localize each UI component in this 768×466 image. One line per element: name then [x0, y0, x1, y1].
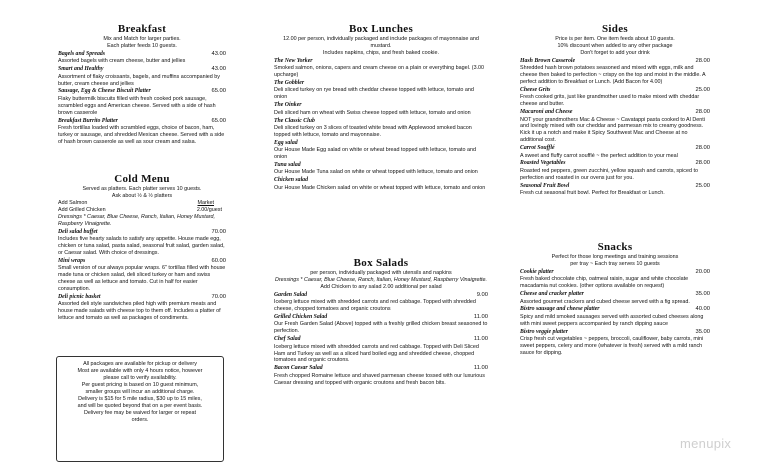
menu-item-price: 25.00: [695, 182, 710, 189]
menu-item-description: Our Fresh Garden Salad (Above) topped with a freshly grilled chicken breast seasoned to perfection.: [274, 321, 488, 335]
menu-item-price: 60.00: [211, 257, 226, 264]
menu-item-name-row: [274, 102, 488, 109]
menu-item-name-row: [520, 109, 710, 116]
menu-item-description: Shredded hash brown potatoes seasoned and mixed with eggs, milk and cheese then baked to perfection ~ crispy on the top and moist in the middle. A perfect addition to Breakfast or Lunch. (Add Bacon for 4.00): [520, 65, 706, 86]
menu-item-price: 28.00: [695, 57, 710, 64]
menu-item-description: Fresh chopped Romaine lettuce and shaved parmesan cheese tossed with our luxurious Caesar dressing and topped with organic croutons and fresh bacon bits.: [274, 372, 485, 386]
menu-item-price: 25.00: [695, 86, 710, 93]
menu-item-description: Our House Made Egg salad on white or wheat bread topped with lettuce, tomato and onion: [274, 147, 476, 161]
menu-item-description: Fresh baked chocolate chip, oatmeal raisin, sugar and white chocolate macadamia nut cookies. (other options available on request): [520, 276, 689, 290]
salads-section: [274, 256, 488, 388]
menu-item-description: Roasted red peppers, green zucchini, yellow squash and carrots, spiced to perfection and roasted in our ovens just for you.: [520, 167, 698, 181]
menu-item-name: Bistro sausage and cheese platter: [520, 306, 600, 313]
cold-items: [58, 229, 226, 322]
menu-item-name-row: [274, 162, 488, 169]
menu-item-name-row: [520, 145, 710, 152]
menu-item-price: 43.00: [211, 50, 226, 57]
lunch-intro-2: Includes napkins, chips, and fresh baked cookie.: [323, 49, 439, 56]
menu-item-price: 40.00: [695, 306, 710, 313]
addon-salmon-name: Add Salmon: [58, 199, 88, 206]
menu-item-name-row: [274, 80, 488, 87]
menu-item-description: Smoked salmon, onions, capers and cream cheese on a plain or everything bagel. (3.00 upcharge): [274, 65, 485, 79]
menu-item-price: 20.00: [695, 268, 710, 275]
menu-item-name-row: [58, 258, 226, 265]
menu-item-name-row: [274, 140, 488, 147]
menu-item-description: Deli sliced turkey on 3 slices of toasted white bread with Applewood smoked bacon topped with lettuce, tomato and mayonnaise.: [274, 124, 472, 138]
cold-dressings: Dressings * Caesar, Blue Cheese, Ranch, Italian, Honey Mustard, Raspberry Vinaigrette.: [58, 213, 216, 227]
sides-intro-3: Don't forget to add your drink: [580, 49, 650, 56]
cold-section: [58, 172, 226, 323]
lunch-section: [274, 22, 488, 193]
sides-items: [520, 58, 710, 197]
lunch-title: Box Lunches: [348, 23, 414, 35]
menu-item-name-row: [520, 291, 710, 298]
cold-intro-2: Ask about ½ & ½ platters: [111, 192, 173, 199]
menu-item-name: Hash Brown Casserole: [520, 57, 576, 64]
menu-item-name-row: [58, 294, 226, 301]
addon-chicken-name: Add Grilled Chicken: [58, 206, 106, 213]
menu-item-description: Fresh cooked grits, just like grandmother used to make mixed with cheddar cheese and butter.: [520, 94, 700, 108]
lunch-items: [274, 58, 488, 192]
menu-item-price: 43.00: [211, 66, 226, 73]
addon-chicken: [58, 207, 226, 214]
menu-item-name: Bagels and Spreads: [58, 50, 106, 57]
menu-item-name: Deli salad buffet: [58, 228, 98, 235]
menu-item-price: 11.00: [473, 336, 488, 343]
cold-intro-1: Served as platters. Each platter serves 10 guests.: [82, 186, 202, 193]
addon-chicken-price: 2.00/guest: [196, 206, 222, 213]
snack-items: [520, 269, 710, 357]
menu-item-name: The Classic Club: [274, 117, 315, 124]
menu-item-description: Fresh cut seasonal fruit bowl. Perfect for Breakfast or Lunch.: [520, 190, 665, 197]
menu-item-name-row: [274, 336, 488, 343]
menu-item-description: Our House Made Chicken salad on white or wheat topped with lettuce, tomato and onion: [274, 184, 486, 191]
salads-title: Box Salads: [353, 257, 409, 269]
menu-item-description: Assorted deli style sandwiches piled high with premium meats and house made salads with cheese top to them off. Includes a platter of lettuce and tomato as well as packages of condiments.: [58, 301, 221, 321]
snacks-intro-2: per tray ~ Each tray serves 10 guests: [570, 260, 660, 267]
menu-item-price: 28.00: [695, 109, 710, 116]
sides-intro-1: Price is per item. One item feeds about 10 guests.: [555, 36, 675, 43]
info-line: All packages are available for pickup or delivery: [83, 361, 197, 367]
menu-item-description: Deli sliced ham on wheat with Swiss cheese topped with lettuce, tomato and onion: [274, 109, 471, 116]
menu-item-description: Crisp fresh cut vegetables ~ peppers, broccoli, cauliflower, baby carrots, mini sweet peppers, celery and more (whatever is fresh) served with a mild ranch sauce for dipping.: [520, 336, 704, 356]
menu-item-name-row: [520, 306, 710, 313]
menu-item-name-row: [520, 269, 710, 276]
watermark: menupix: [680, 436, 732, 451]
lunch-intro-1: 12.00 per person, individually packaged and include packages of mayonnaise and mustard.: [283, 36, 479, 49]
breakfast-intro-2: Each platter feeds 10 guests.: [107, 42, 177, 49]
menu-item-description: Includes five hearty salads to satisfy any appetite. House made egg, chicken or tuna salad, pasta salad, seasonal fruit salad, garden salad, or Caesar salad. With choice of dressings.: [58, 235, 225, 256]
menu-item-description: NOT your grandmothers Mac & Cheese ~ Cavatappi pasta cooked to Al Denti and lovingly mixed with our cheddar and parmesan mix to creamy goodness. Kick it up a notch and make it Spicy Southwest Mac and Cheese at no additional cost.: [520, 116, 705, 144]
menu-item-name: Cheese Grits: [520, 86, 551, 93]
salads-intro-2: Add Chicken to any salad 2.00 additional per salad: [320, 283, 442, 290]
info-line: Per guest pricing is based on 10 guest minimum,: [81, 382, 199, 389]
addon-salmon-price: Market: [197, 199, 214, 206]
menu-item-name: Macaroni and Cheese: [520, 109, 573, 116]
menu-item-description: Iceberg lettuce mixed with shredded carrots and red cabbage. Topped with shredded cheese, chopped tomatoes and organic croutons: [274, 299, 476, 313]
sides-title: Sides: [602, 23, 628, 35]
menu-item-price: 65.00: [211, 88, 226, 95]
menu-item-name: Cheese and cracker platter: [520, 291, 584, 298]
info-line: and will be quoted beyond that on a per event basis.: [77, 403, 203, 410]
snacks-intro-1: Perfect for those long meetings and training sessions: [551, 254, 679, 261]
menu-item-name-row: [520, 160, 710, 167]
cold-title: Cold Menu: [114, 173, 170, 185]
menu-item-name-row: [274, 118, 488, 125]
menu-item-name: The Gobbler: [274, 80, 305, 87]
menu-item-name: Chef Salad: [274, 336, 301, 343]
menu-item-price: 28.00: [695, 145, 710, 152]
menu-item-name: The Oinker: [274, 102, 302, 109]
info-line: Delivery is $15 for 5 mile radius, $30 up to 15 miles,: [78, 396, 202, 403]
menu-item-name-row: [58, 51, 226, 58]
breakfast-intro-1: Mix and Match for larger parties.: [103, 36, 181, 43]
menu-item-name: Breakfast Burrito Platter: [58, 117, 118, 124]
menu-item-name-row: [274, 365, 488, 372]
menu-item-price: 70.00: [211, 228, 226, 235]
menu-item-name: Garden Salad: [274, 291, 308, 298]
salads-intro-1: per person, individually packaged with utensils and napkins: [310, 270, 452, 277]
menu-item-description: Iceberg lettuce mixed with shredded carrots and red cabbage. Topped with Deli Sliced Ham and Turkey as well as a sliced hard boiled egg and shredded cheese, chopped tomatoes and organic croutons.: [274, 343, 479, 364]
menu-item-name-row: [274, 292, 488, 299]
menu-item-name: Tuna salad: [274, 161, 301, 168]
menu-item-description: Spicy and mild smoked sausages served with assorted cubed cheeses along with mini sweet peppers accompanied by ranch dipping sauce: [520, 313, 704, 327]
menu-item-name: Grilled Chicken Salad: [274, 314, 328, 321]
menu-item-description: Our House Made Tuna salad on white or wheat topped with lettuce, tomato and onion: [274, 169, 478, 176]
info-line: Most are available with only 4 hours notice, however: [77, 368, 203, 375]
menu-item-name: Seasonal Fruit Bowl: [520, 182, 570, 189]
breakfast-section: [58, 22, 226, 147]
snacks-title: Snacks: [597, 241, 633, 253]
info-line: smaller groups will incur an additional charge.: [85, 389, 195, 396]
menu-item-description: Assortment of flaky croissants, bagels, and muffins accompanied by butter, cream cheese and jellies: [58, 73, 220, 87]
menu-item-price: 70.00: [211, 293, 226, 300]
menu-item-name-row: [520, 58, 710, 65]
menu-item-description: Small version of our always popular wraps. 6" tortillas filled with house made tuna or chicken salad, deli sliced turkey or ham and swiss cheese as well as lettuce and tomato. Cut in half for easier consumption.: [58, 265, 226, 292]
sides-section: [520, 22, 710, 198]
salad-items: [274, 292, 488, 387]
menu-item-name: Bacon Caesar Salad: [274, 365, 323, 372]
menu-item-name-row: [274, 177, 488, 184]
menu-item-name-row: [274, 314, 488, 321]
menu-item-name: The New Yorker: [274, 57, 313, 64]
menu-item-name-row: [520, 183, 710, 190]
menu-item-price: 9.00: [476, 291, 488, 298]
addon-salmon: [58, 200, 226, 207]
menu-item-name: Bistro veggie platter: [520, 328, 568, 335]
menu-item-name-row: [58, 88, 226, 95]
menu-item-name-row: [520, 329, 710, 336]
info-box: [56, 356, 224, 462]
menu-item-price: 35.00: [695, 291, 710, 298]
info-line: orders.: [131, 417, 149, 424]
snacks-section: [520, 240, 710, 358]
menu-item-name: Smart and Healthy: [58, 66, 104, 73]
menu-item-name: Cookie platter: [520, 268, 554, 275]
menu-item-name: Egg salad: [274, 139, 298, 146]
menu-item-description: Flaky buttermilk biscuits filled with fresh cooked pork sausage, scrambled eggs and American cheese. Served with a side of hash brown casserole: [58, 95, 216, 116]
menu-item-price: 28.00: [695, 160, 710, 167]
menu-item-description: Deli sliced turkey on rye bread with cheddar cheese topped with lettuce, tomato and onion: [274, 87, 474, 101]
menu-item-price: 65.00: [211, 117, 226, 124]
menu-item-price: 11.00: [473, 314, 488, 321]
info-line: Delivery fee may be waived for larger or repeat: [83, 410, 197, 417]
menu-item-description: A sweet and fluffy carrot soufflé ~ the perfect addition to your meal: [520, 152, 678, 159]
menu-item-name-row: [58, 118, 226, 125]
menu-item-description: Fresh tortillas loaded with scrambled eggs, choice of bacon, ham, turkey or sausage, and shredded Mexican cheese. Served with a side of hash brown casserole as well as sour cream and salsa.: [58, 124, 225, 145]
info-lines: [60, 361, 220, 424]
menu-item-name: Carrot Soufflé: [520, 145, 555, 152]
menu-item-name: Deli picnic basket: [58, 293, 101, 300]
breakfast-items: [58, 51, 226, 146]
menu-item-price: 35.00: [695, 328, 710, 335]
menu-item-description: Assorted gourmet crackers and cubed cheese served with a fig spread.: [520, 298, 690, 305]
menu-item-name-row: [58, 66, 226, 73]
breakfast-title: Breakfast: [117, 23, 167, 35]
menu-item-name-row: [58, 229, 226, 236]
menu-item-name: Sausage, Egg & Cheese Biscuit Platter: [58, 88, 151, 95]
menu-item-name: Chicken salad: [274, 177, 308, 184]
salads-dressings: Dressings * Caesar, Blue Cheese, Ranch, Italian, Honey Mustard, Raspberry Vinaigrette.: [274, 276, 488, 283]
menu-item-name: Roasted Vegetables: [520, 160, 566, 167]
menu-item-price: 11.00: [473, 365, 488, 372]
menu-item-description: Assorted bagels with cream cheese, butter and jellies: [58, 58, 186, 65]
menu-item-name-row: [520, 87, 710, 94]
menu-item-name-row: [274, 58, 488, 65]
menu-item-name: Mini wraps: [58, 257, 86, 264]
info-line: please call to verify availability.: [103, 375, 177, 382]
sides-intro-2: 10% discount when added to any other package: [557, 42, 673, 49]
